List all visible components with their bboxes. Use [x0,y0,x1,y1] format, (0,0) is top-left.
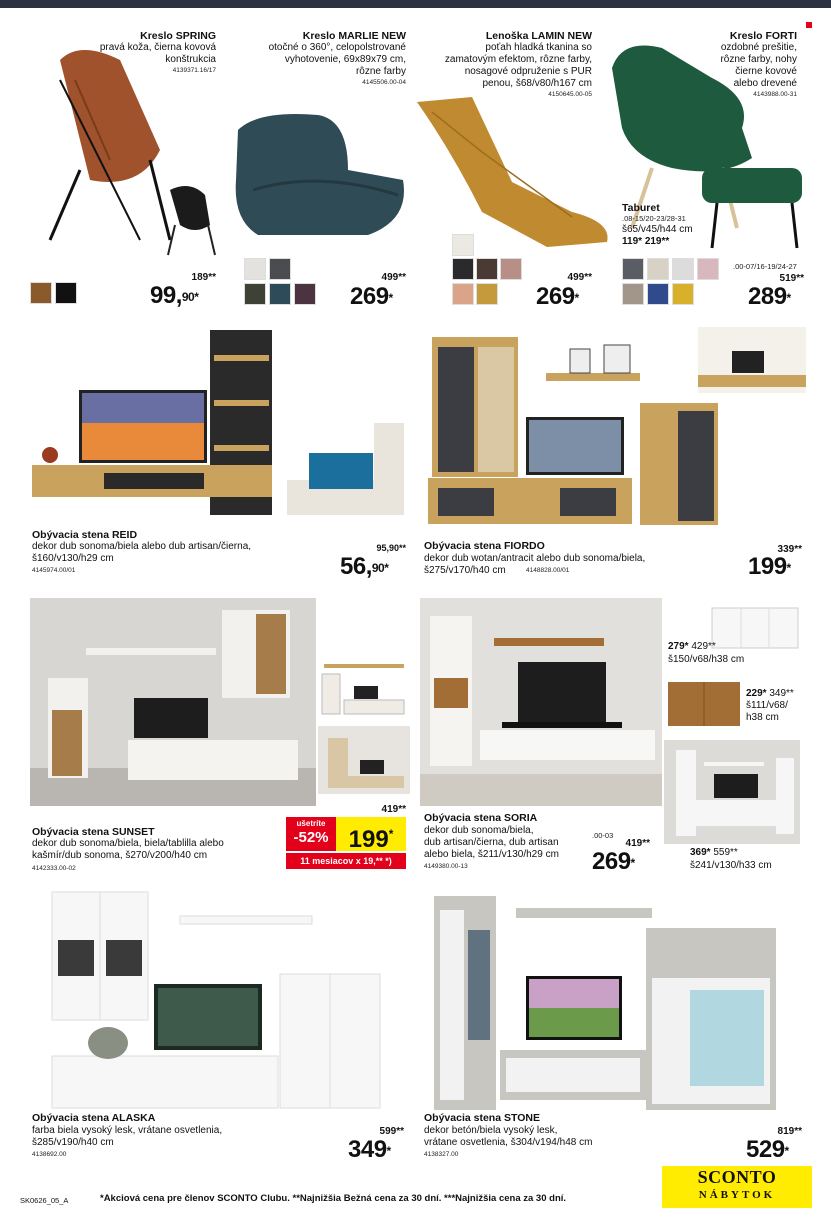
reid-price: 56,$^{90*}$ [340,553,389,580]
sunset-price: 199* [336,817,406,851]
swatch-forti-pink [697,258,719,280]
top-bar [0,0,831,8]
alaska-title: Obývacia stena ALASKA [32,1112,156,1124]
soria-sideboard-oak-image [664,676,742,732]
lamin-code: 4150645.00-05 [548,91,592,98]
alaska-wall-unit-image [30,888,390,1113]
swatch-pink [452,283,474,305]
fiordo-code: 4148828.00/01 [526,567,570,574]
soria-side-1-prices: 279* 429** [668,641,716,652]
spring-desc-1: pravá koža, čierna kovová [99,42,216,53]
spring-title: Kreslo SPRING [140,30,216,42]
sunset-variant-1-image [318,660,410,720]
sunset-discount-badge: ušetríte -52% [286,817,336,851]
lamin-desc-4: penou, š68/v80/h167 cm [482,78,592,89]
stone-wall-unit-image [420,890,810,1115]
footer-code: SK0626_05_A [20,1196,69,1205]
alaska-desc-1: farba biela vysoký lesk, vrátane osvetlenia, [32,1125,223,1136]
stone-desc-2: vrátane osvetlenia, š304/v194/h48 cm [424,1137,593,1148]
taburet-dims: š65/v45/h44 cm [622,224,693,235]
taburet-title: Taburet [622,202,660,214]
fiordo-desc-1: dekor dub wotan/antracit alebo dub sonoma/biela, [424,553,646,564]
soria-desc-3: alebo biela, š211/v130/h29 cm [424,849,559,860]
sunset-desc-2: kašmír/dub sonoma, š270/v200/h40 cm [32,850,208,861]
swatch-dark-brown [476,258,498,280]
fiordo-wall-unit-image [420,325,820,530]
swatch-black [55,282,77,304]
marlie-desc-2: vyhotovenie, 69x89x79 cm, [284,54,406,65]
forti-old-price: 519** [779,273,804,284]
lamin-desc-2: zamatovým efektom, rôzne farby, [444,54,592,65]
marlie-old-price: 499** [381,272,406,283]
marlie-price: 269* [350,283,393,310]
corner-marker [806,22,812,28]
soria-code: 4149380.00-13 [424,863,468,870]
alaska-code: 4138692.00 [32,1151,67,1158]
sunset-old-price: 419** [381,804,406,815]
swatch-light-grey [244,258,266,280]
forti-title: Kreslo FORTI [729,30,797,42]
sunset-variant-2-image [318,726,410,794]
forti-desc-4: alebo drevené [733,78,797,89]
forti-code: 4143988.00-31 [753,91,797,98]
marlie-chair-image [228,110,410,240]
swatch-forti-yellow [672,283,694,305]
fiordo-title: Obývacia stena FIORDO [424,540,545,552]
reid-desc-2: š160/v130/h29 cm [32,553,114,564]
swatch-plum [294,283,316,305]
soria-sideboard-white-image [708,600,800,654]
soria-side-1-dims: š150/v68/h38 cm [668,654,745,665]
lamin-title: Lenoška LAMIN NEW [485,30,592,42]
taburet-prices: 119* 219** [622,236,670,247]
soria-side-3-dims: š241/v130/h33 cm [690,860,772,871]
reid-title: Obývacia stena REID [32,529,138,541]
fiordo-desc-2: š275/v170/h40 cm [424,565,506,576]
stone-desc-1: dekor betón/biela vysoký lesk, [424,1125,558,1136]
marlie-title: Kreslo MARLIE NEW [302,30,406,42]
soria-desc-1: dekor dub sonoma/biela, [424,825,534,836]
sunset-desc-1: dekor dub sonoma/biela, biela/tablilla alebo [32,838,224,849]
forti-price: 289* [748,283,791,310]
stone-title: Obývacia stena STONE [424,1112,540,1124]
sunset-code: 4142333.00-02 [32,865,76,872]
spring-price: 99,$^{90*}$ [150,282,199,309]
lamin-lounger-image [412,92,612,252]
sunset-wall-unit-image [30,598,316,806]
marlie-desc-1: otočné o 360°, celopolstrované [268,42,406,53]
soria-old-price: 419** [625,838,650,849]
fiordo-price: 199* [748,553,791,580]
swatch-rose [500,258,522,280]
swatch-brown [30,282,52,304]
swatch-forti-taupe [622,283,644,305]
swatch-forti-grey [622,258,644,280]
alaska-old-price: 599** [379,1126,404,1137]
soria-side-2-dims-2: h38 cm [746,712,779,723]
swatch-cream [452,234,474,256]
footer-note: *Akciová cena pre členov SCONTO Clubu. **Najnižšia Bežná cena za 30 dní. ***Najnižšia cena za 30 dní. [100,1193,567,1204]
soria-side-2-prices: 229* 349** [746,688,794,699]
swatch-olive [244,283,266,305]
fiordo-old-price: 339** [777,544,802,555]
forti-code-2: .00-07/16-19/24-27 [733,262,797,271]
soria-code-small: .00-03 [592,831,614,840]
soria-side-3-prices: 369* 559** [690,847,738,858]
stone-price: 529* [746,1136,789,1163]
spring-desc-2: konštrukcia [165,54,216,65]
lamin-old-price: 499** [567,272,592,283]
swatch-mustard [476,283,498,305]
taburet-code: .08-15/20-23/28-31 [622,214,686,223]
soria-side-2-dims-1: š111/v68/ [746,700,788,711]
swatch-forti-beige [647,258,669,280]
swatch-forti-light [672,258,694,280]
swatch-forti-blue [647,283,669,305]
stone-code: 4138327.00 [424,1151,459,1158]
spring-old-price: 189** [191,272,216,283]
soria-desc-2: dub artisan/čierna, dub artisan [424,837,559,848]
stone-old-price: 819** [777,1126,802,1137]
forti-desc-2: rôzne farby, nohy [720,54,797,65]
swatch-charcoal [452,258,474,280]
sunset-title: Obývacia stena SUNSET [32,826,155,838]
lamin-desc-3: nosagové odpruženie s PUR [464,66,592,77]
alaska-price: 349* [348,1136,391,1163]
soria-wall-unit-image [420,598,662,806]
reid-desc-1: dekor dub sonoma/biela alebo dub artisan/čierna, [32,541,252,552]
swatch-teal [269,283,291,305]
alaska-desc-2: š285/v190/h40 cm [32,1137,114,1148]
sconto-logo: SCONTO NÁBYTOK [662,1166,812,1208]
forti-desc-1: ozdobné prešitie, [720,42,797,53]
reid-old-price: 95,90** [376,543,406,553]
forti-desc-3: čierne kovové [735,66,797,77]
marlie-desc-3: rôzne farby [355,66,406,77]
reid-wall-unit-image [14,325,410,525]
swatch-dark-grey [269,258,291,280]
sunset-installment: 11 mesiacov x 19,** *) [286,853,406,869]
marlie-code: 4145506.00-04 [362,79,406,86]
spring-code: 4139371.16/17 [172,67,216,74]
soria-wall-white-image [664,740,800,844]
lamin-desc-1: poťah hladká tkanina so [485,42,592,53]
lamin-price: 269* [536,283,579,310]
reid-code: 4145974.00/01 [32,567,76,574]
soria-title: Obývacia stena SORIA [424,812,538,824]
soria-price: 269* [592,848,635,875]
